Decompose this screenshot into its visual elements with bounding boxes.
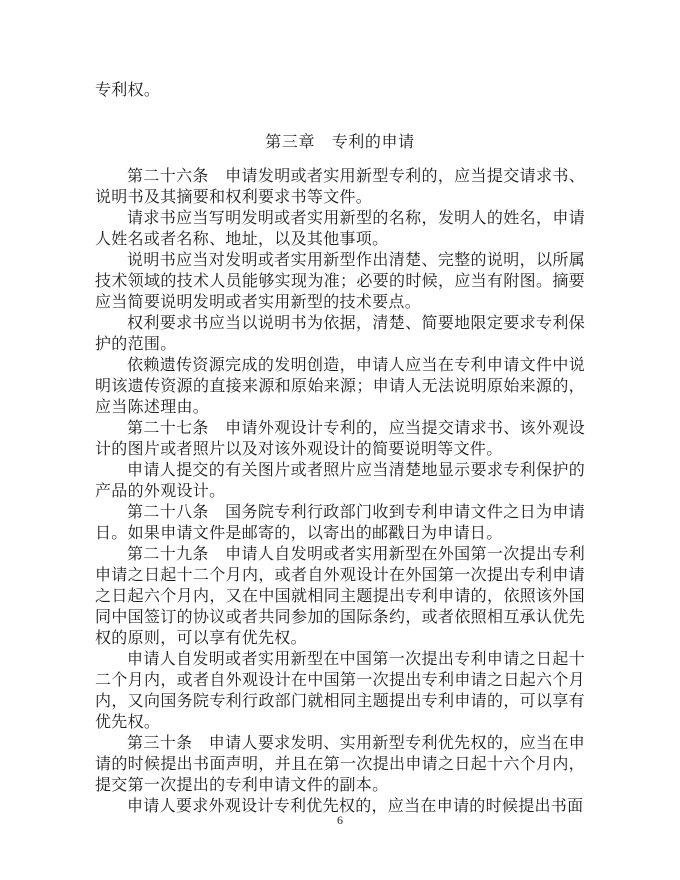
continuation-line: 专利权。 [95, 82, 161, 99]
paragraph-claims: 权利要求书应当以说明书为依据，清楚、简要地限定要求专利保护的范围。 [95, 315, 585, 353]
paragraph-article-26: 第二十六条 申请发明或者实用新型专利的，应当提交请求书、说明书及其摘要和权利要求书等文件。 [95, 168, 585, 206]
paragraph-request-letter: 请求书应当写明发明或者实用新型的名称，发明人的姓名，申请人姓名或者名称、地址，以及其他事项。 [95, 210, 585, 248]
paragraph-article-28: 第二十八条 国务院专利行政部门收到专利申请文件之日为申请日。如果申请文件是邮寄的，以寄出的邮戳日为申请日。 [95, 504, 585, 542]
paragraph-design-pictures: 申请人提交的有关图片或者照片应当清楚地显示要求专利保护的产品的外观设计。 [95, 462, 585, 500]
paragraph-specification: 说明书应当对发明或者实用新型作出清楚、完整的说明，以所属技术领域的技术人员能够实现为准；必要的时候，应当有附图。摘要应当简要说明发明或者实用新型的技术要点。 [95, 252, 585, 311]
paragraph-article-30: 第三十条 申请人要求发明、实用新型专利优先权的，应当在申请的时候提出书面声明，并且在第一次提出申请之日起十六个月内，提交第一次提出的专利申请文件的副本。 [95, 735, 585, 794]
paragraph-article-27: 第二十七条 申请外观设计专利的，应当提交请求书、该外观设计的图片或者照片以及对该外观设计的简要说明等文件。 [95, 420, 585, 458]
paragraph-domestic-priority: 申请人自发明或者实用新型在中国第一次提出专利申请之日起十二个月内，或者自外观设计在中国第一次提出专利申请之日起六个月内，又向国务院专利行政部门就相同主题提出专利申请的，可以享有优先权。 [95, 651, 585, 731]
paragraph-article-29: 第二十九条 申请人自发明或者实用新型在外国第一次提出专利申请之日起十二个月内，或者自外观设计在外国第一次提出专利申请之日起六个月内，又在中国就相同主题提出专利申请的，依照该外国同中国签订的协议或者共同参加的国际条约，或者依照相互承认优先权的原则，可以享有优先权。 [95, 546, 585, 647]
paragraph-design-priority: 申请人要求外观设计专利优先权的，应当在申请的时候提出书面 [127, 798, 584, 815]
article-body [95, 166, 585, 822]
page-number: 6 [337, 813, 343, 827]
paragraph-genetic-resources: 依赖遗传资源完成的发明创造，申请人应当在专利申请文件中说明该遗传资源的直接来源和原始来源；申请人无法说明原始来源的，应当陈述理由。 [95, 357, 585, 416]
chapter-heading: 第三章 专利的申请 [265, 134, 415, 151]
